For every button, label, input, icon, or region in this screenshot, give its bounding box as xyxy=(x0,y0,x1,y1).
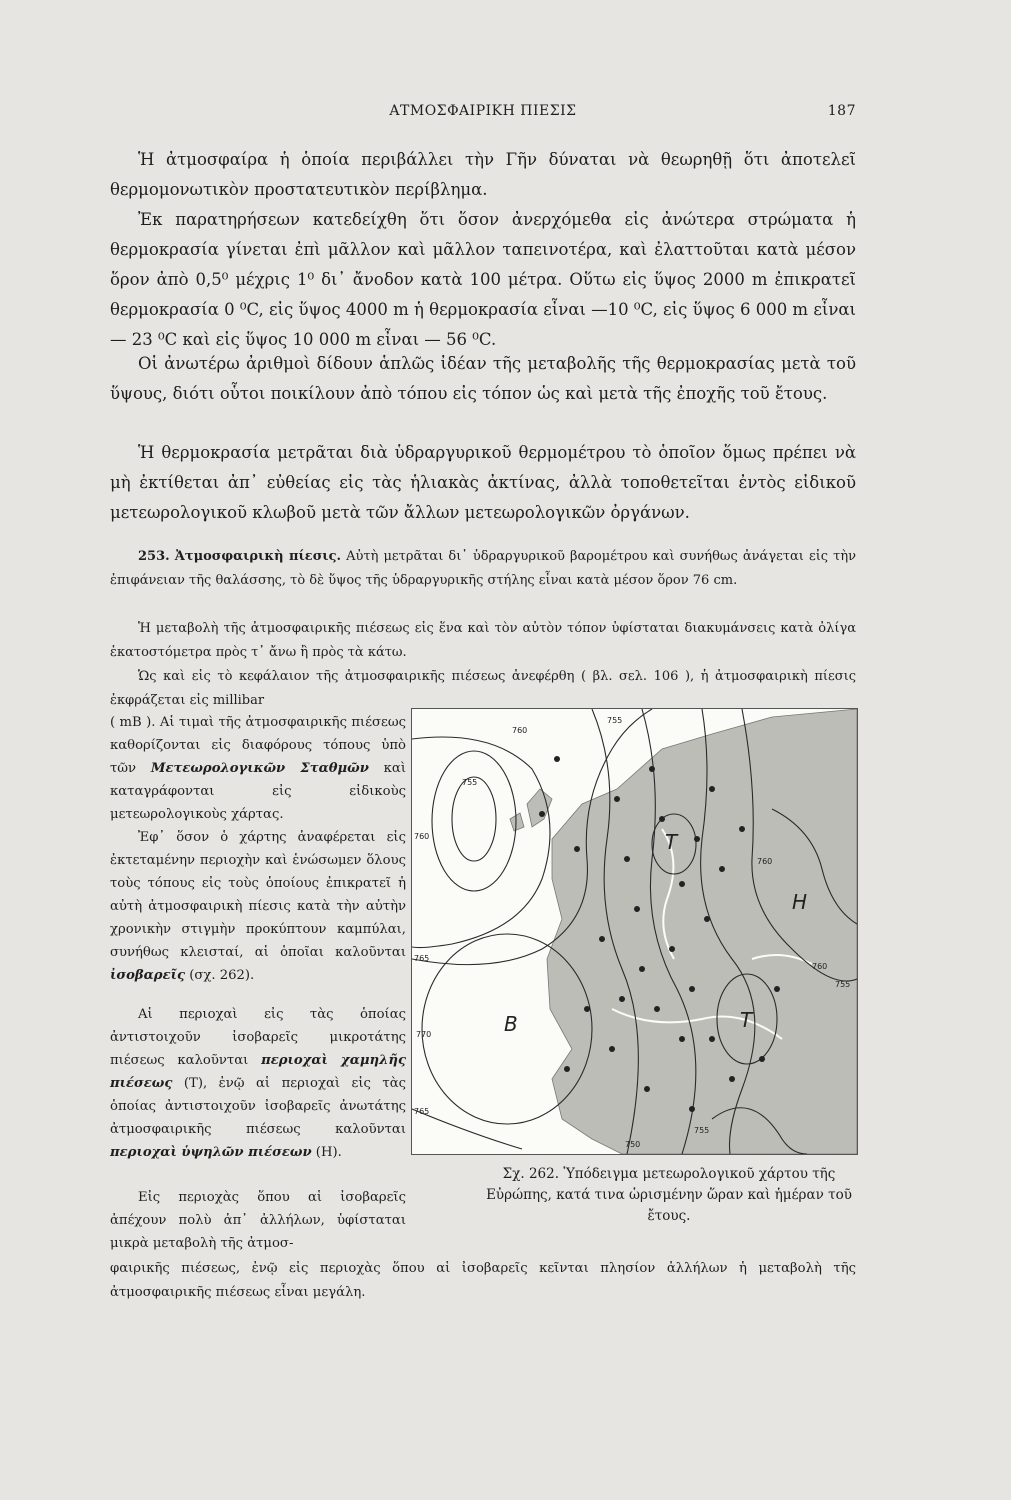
narrow-a-emphasis: Μετεωρολογικῶν Σταθμῶν xyxy=(150,761,369,776)
paragraph-3: Οἱ ἀνωτέρω ἀριθμοὶ δίδουν ἁπλῶς ἰδέαν τῆς μεταβολῆς τῆς θερμοκρασίας μετὰ τοῦ ὕψους, διότι οὗτοι ποικίλουν ἀπὸ τόπου εἰς τόπον ὡς καὶ μετὰ τῆς ἐποχῆς τοῦ ἔτους. xyxy=(110,354,856,403)
station xyxy=(704,916,710,922)
chapter-title: ΑΤΜΟΣΦΑΙΡΙΚΗ ΠΙΕΣΙΣ xyxy=(389,103,577,119)
isobar-label: 760 xyxy=(812,962,828,971)
isobar-inner xyxy=(432,751,516,891)
station xyxy=(739,826,745,832)
station xyxy=(564,1066,570,1072)
station xyxy=(679,1036,685,1042)
station xyxy=(634,906,640,912)
station xyxy=(599,936,605,942)
low-label-t2: Τ xyxy=(740,1008,753,1032)
station xyxy=(709,1036,715,1042)
final-line: φαιρικῆς πιέσεως, ἐνῷ εἰς περιοχὰς ὅπου αἱ ἰσοβαρεῖς κεῖνται πλησίον ἀλλήλων ἡ μεταβολὴ τῆς ἀτμοσφαιρικῆς πιέσεως εἶναι μεγάλη. xyxy=(110,1261,856,1300)
narrow-c-text-1: Αἱ περιοχαὶ εἰς τὰς ὁποίας ἀντιστοιχοῦν ἰσοβαρεῖς μικροτάτης πιέσεως καλοῦνται xyxy=(110,1007,406,1068)
isobar-label: 755 xyxy=(835,980,851,989)
narrow-paragraph-a xyxy=(110,711,406,826)
isobar-label: 760 xyxy=(512,726,528,735)
narrow-paragraph-d: Εἰς περιοχὰς ὅπου αἱ ἰσοβαρεῖς ἀπέχουν πολὺ ἀπ᾽ ἀλλήλων, ὑφίσταται μικρὰ μεταβολὴ τῆς ἀτμοσ- xyxy=(110,1190,406,1251)
isobar-label: 750 xyxy=(625,1140,641,1149)
narrow-paragraph-b xyxy=(110,826,406,987)
station xyxy=(624,856,630,862)
low-label-t1: Τ xyxy=(665,830,678,854)
isobar-label: 755 xyxy=(694,1126,710,1135)
high-label-b: Β xyxy=(504,1012,518,1036)
isobar-label: 760 xyxy=(414,832,430,841)
station xyxy=(659,816,665,822)
station xyxy=(584,1006,590,1012)
narrow-paragraph-c xyxy=(110,1003,406,1164)
landmass xyxy=(510,709,857,1154)
narrow-b-text-2: (σχ. 262). xyxy=(185,968,255,983)
station xyxy=(689,1106,695,1112)
narrow-c-emphasis-2: περιοχαὶ ὑψηλῶν πιέσεων xyxy=(110,1145,312,1160)
station xyxy=(694,836,700,842)
paragraph-4: Ἡ θερμοκρασία μετρᾶται διὰ ὑδραργυρικοῦ θερμομέτρου τὸ ὁποῖον ὅμως πρέπει νὰ μὴ ἐκτίθεται ἀπ᾽ εὐθείας εἰς τὰς ἡλιακὰς ἀκτίνας, ἀλλὰ τοποθετεῖται ἐντὸς εἰδικοῦ μετεωρολογικοῦ κλωβοῦ μετὰ τῶν ἄλλων μετεωρολογικῶν ὀργάνων. xyxy=(110,443,856,522)
station xyxy=(614,796,620,802)
page-number: 187 xyxy=(827,103,856,119)
station xyxy=(649,766,655,772)
weather-map-figure xyxy=(411,708,858,1155)
station xyxy=(539,811,545,817)
station xyxy=(554,756,560,762)
section-heading: Ἀτμοσφαιρικὴ πίεσις. xyxy=(174,549,342,564)
station xyxy=(729,1076,735,1082)
isobar-label: 765 xyxy=(414,954,430,963)
station xyxy=(639,966,645,972)
weather-map-svg xyxy=(412,709,857,1154)
station xyxy=(759,1056,765,1062)
paragraph-2: Ἐκ παρατηρήσεων κατεδείχθη ὅτι ὅσον ἀνερχόμεθα εἰς ἀνώτερα στρώματα ἡ θερμοκρασία γίνεται ἐπὶ μᾶλλον καὶ μᾶλλον ταπεινοτέρα, καὶ ἐλαττοῦται κατὰ μέσον ὅρον ἀπὸ 0,5⁰ μέχρις 1⁰ δι᾽ ἄνοδον κατὰ 100 μέτρα. Οὕτω εἰς ὕψος 2000 m ἐπικρατεῖ θερμοκρασία 0 ⁰C, εἰς ὕψος 4000 m ἡ θερμοκρασία εἶναι —10 ⁰C, εἰς ὕψος 6 000 m εἶναι — 23 ⁰C καὶ εἰς ὕψος 10 000 m εἶναι — 56 ⁰C. xyxy=(110,210,856,349)
isobar-label: 765 xyxy=(414,1107,430,1116)
isobar-label: 770 xyxy=(416,1030,432,1039)
narrow-c-emphasis-1: περιοχαὶ χαμηλῆς πιέσεως xyxy=(110,1053,406,1091)
isobar-label: 760 xyxy=(757,857,773,866)
isobar-label: 755 xyxy=(607,716,623,725)
station xyxy=(679,881,685,887)
running-header xyxy=(110,103,856,127)
paragraph-1: Ἡ ἀτμοσφαίρα ἡ ὁποία περιβάλλει τὴν Γῆν δύναται νὰ θεωρηθῇ ὅτι ἀποτελεῖ θερμομονωτικὸν προστατευτικὸν περίβλημα. xyxy=(110,150,856,199)
figure-caption: Σχ. 262. Ὑπόδειγμα μετεωρολογικοῦ χάρτου τῆς Εὐρώπης, κατά τινα ὡρισμένην ὥραν καὶ ἡμέραν τοῦ ἔτους. xyxy=(486,1166,852,1224)
section-number: 253. xyxy=(138,549,170,564)
high-label-h: Η xyxy=(792,890,808,914)
isobar-high-core xyxy=(452,777,496,861)
station xyxy=(654,1006,660,1012)
ireland xyxy=(510,813,524,831)
narrow-a-text-2: καὶ καταγράφονται εἰς εἰδικοὺς μετεωρολογικοὺς χάρτας. xyxy=(110,761,406,822)
station xyxy=(609,1046,615,1052)
isobar-west-1 xyxy=(412,737,550,948)
section-text: Αὐτὴ μετρᾶται δι᾽ ὑδραργυρικοῦ βαρομέτρου καὶ συνήθως ἀνάγεται εἰς τὴν ἐπιφάνειαν τῆς θαλάσσης, τὸ δὲ ὕψος τῆς ὑδραργυρικῆς στήλης εἶναι κατὰ μέσον ὅρον 76 cm. xyxy=(110,549,857,588)
narrow-c-text-2: (Τ), ἐνῷ αἱ περιοχαὶ εἰς τὰς ὁποίας ἀντιστοιχοῦν ἰσοβαρεῖς ἀνωτάτης ἀτμοσφαιρικῆς πιέσεως καλοῦνται xyxy=(110,1076,406,1137)
section-paragraph-3: Ὡς καὶ εἰς τὸ κεφάλαιον τῆς ἀτμοσφαιρικῆς πιέσεως ἀνεφέρθη ( βλ. σελ. 106 ), ἡ ἀτμοσφαιρικὴ πίεσις ἐκφράζεται εἰς millibar xyxy=(110,669,856,708)
station xyxy=(619,996,625,1002)
station xyxy=(774,986,780,992)
station xyxy=(689,986,695,992)
station xyxy=(574,846,580,852)
station xyxy=(709,786,715,792)
section-paragraph-2: Ἡ μεταβολὴ τῆς ἀτμοσφαιρικῆς πιέσεως εἰς ἕνα καὶ τὸν αὐτὸν τόπον ὑφίσταται διακυμάνσεις κατὰ ὀλίγα ἑκατοστόμετρα πρὸς τ᾽ ἄνω ἢ πρὸς τὰ κάτω. xyxy=(110,621,856,660)
narrow-b-emphasis: ἰσοβαρεῖς xyxy=(110,968,186,983)
british-isles xyxy=(527,789,552,827)
narrow-c-text-3: (Η). xyxy=(311,1145,342,1160)
station xyxy=(719,866,725,872)
station xyxy=(669,946,675,952)
narrow-a-text-1: ( mB ). Αἱ τιμαὶ τῆς ἀτμοσφαιρικῆς πιέσεως καθορίζονται εἰς διαφόρους τόπους ὑπὸ τῶν xyxy=(110,715,406,776)
isobar-label: 755 xyxy=(462,778,478,787)
section-253 xyxy=(110,545,856,593)
narrow-b-text-1: Ἐφ᾽ ὅσον ὁ χάρτης ἀναφέρεται εἰς ἐκτεταμένην περιοχὴν καὶ ἑνώσωμεν ὅλους τοὺς τόπους εἰς τοὺς ὁποίους ἐπικρατεῖ ἡ αὐτὴ ἀτμοσφαιρικὴ πίεσις κατὰ τὴν αὐτὴν χρονικὴν στιγμὴν προκύπτουν καμπύλαι, συνήθως κλεισταί, αἱ ὁποῖαι καλοῦνται xyxy=(110,830,406,960)
station xyxy=(644,1086,650,1092)
continent-shape xyxy=(547,709,857,1154)
